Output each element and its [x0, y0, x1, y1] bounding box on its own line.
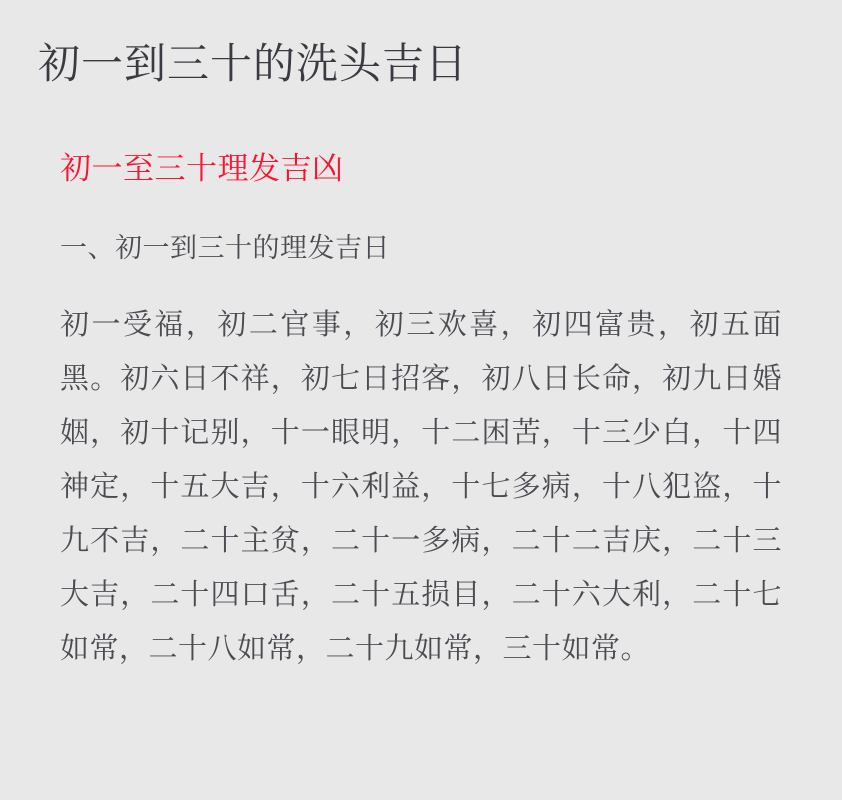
sub-heading: 一、初一到三十的理发吉日 [60, 232, 390, 263]
body-paragraph: 初一受福，初二官事，初三欢喜，初四富贵，初五面黑。初六日不祥，初七日招客，初八日长命，初九日婚姻，初十记别，十一眼明，十二困苦，十三少白，十四神定，十五大吉，十六利益，十七多病，十八犯盗，十九不吉，二十主贫，二十一多病，二十二吉庆，二十三大吉，二十四口舌，二十五损目，二十六大利，二十七如常，二十八如常，二十九如常，三十如常。 [60, 308, 782, 665]
article-body [38, 149, 804, 676]
page-title: 初一到三十的洗头吉日 [38, 40, 469, 87]
section-heading: 初一至三十理发吉凶 [60, 150, 344, 186]
